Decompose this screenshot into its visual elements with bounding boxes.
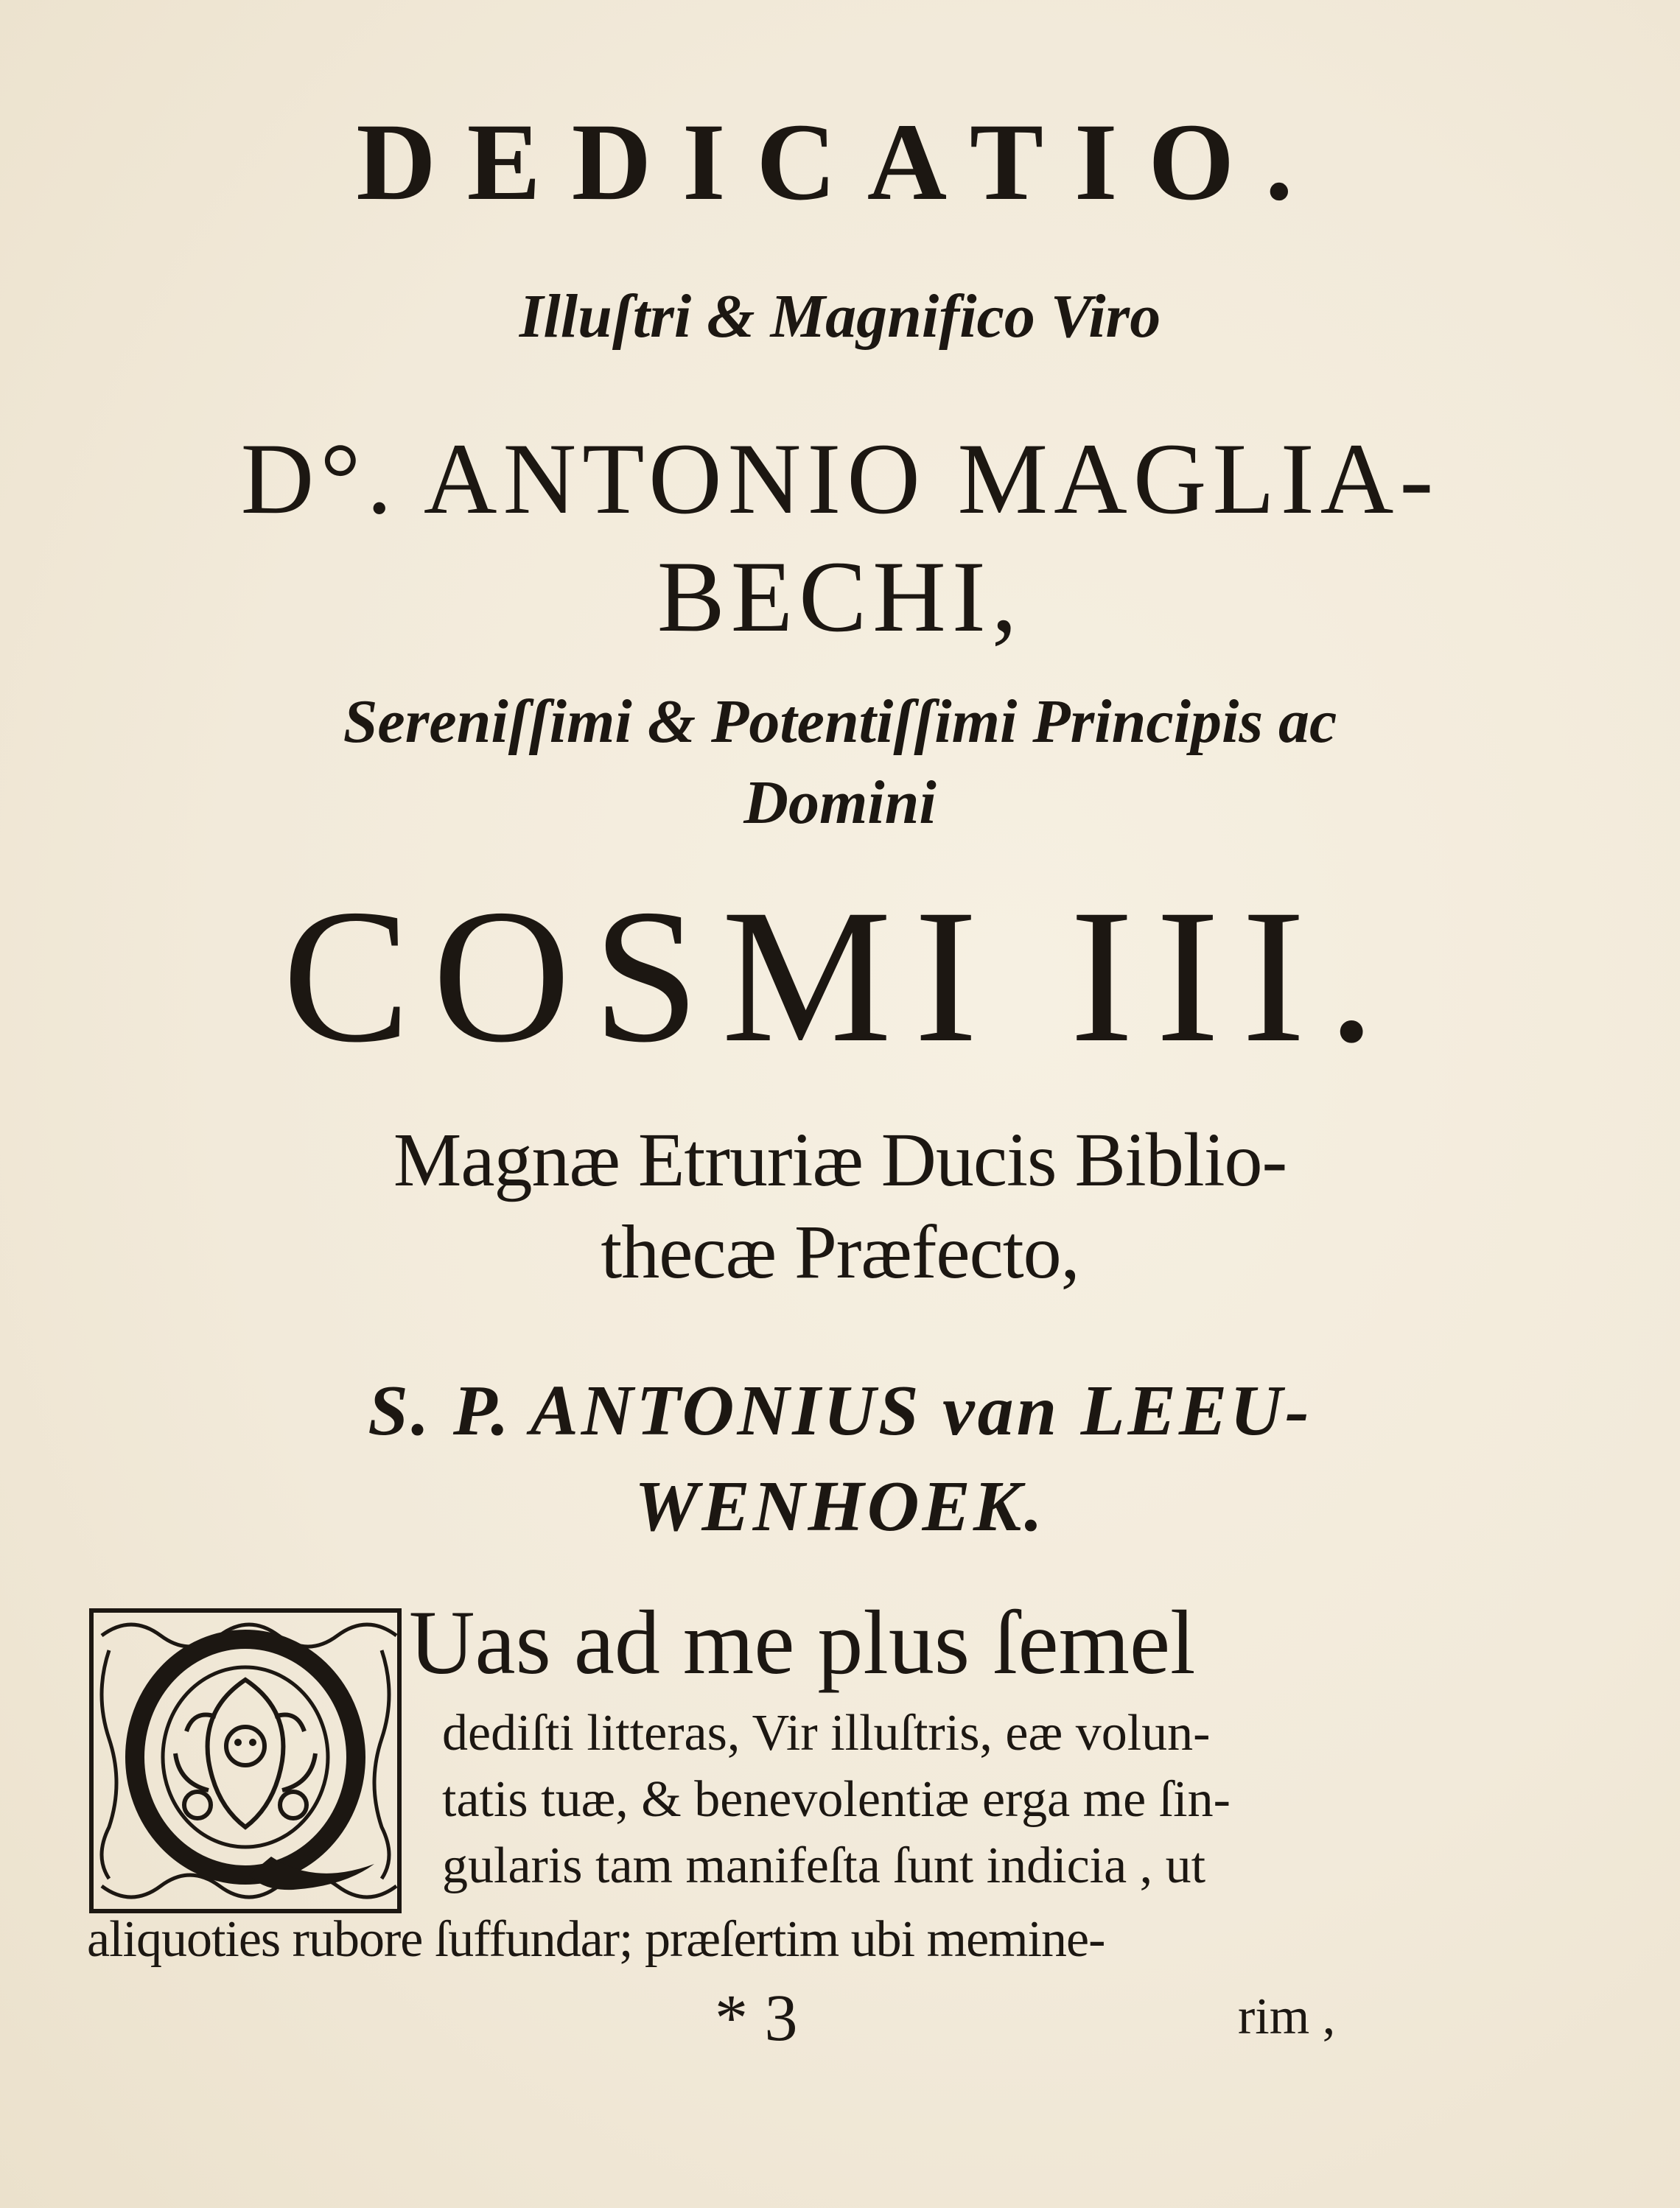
body-line3: tatis tuæ, & benevolentiæ erga me ſin- [442,1771,1231,1828]
catchword: rim , [1238,1988,1336,2045]
body-line2: dediſti litteras, Vir illuſtris, eæ volun- [442,1705,1211,1762]
page-heading: DEDICATIO. [356,101,1324,223]
body-line5: aliquoties rubore ſuffundar; præſertim ubi memine- [87,1911,1105,1968]
ruler-name: COSMI III. [282,870,1398,1082]
body-first-line: Uas ad me plus ſemel [409,1592,1196,1693]
recipient-name-line1: D°. ANTONIO MAGLIA- [240,422,1440,535]
ornamental-initial-q-icon [87,1606,404,1916]
patron-line1: Sereniſſimi & Potentiſſimi Principis ac [343,687,1337,756]
salutation: Illuſtri & Magnifico Viro [519,282,1161,351]
signature-mark: * 3 [715,1982,798,2055]
sender-line2: WENHOEK. [634,1467,1046,1546]
patron-line2: Domini [743,768,937,837]
sender-line1: S. P. ANTONIUS van LEEU- [368,1371,1312,1451]
office-line1: Magnæ Etruriæ Ducis Biblio- [393,1118,1287,1202]
ornamental-initial [87,1606,404,1916]
office-line2: thecæ Præfecto, [601,1210,1079,1294]
body-line4: gularis tam manifeſta ſunt indicia , ut [442,1837,1206,1894]
recipient-name-line2: BECHI, [657,540,1023,653]
